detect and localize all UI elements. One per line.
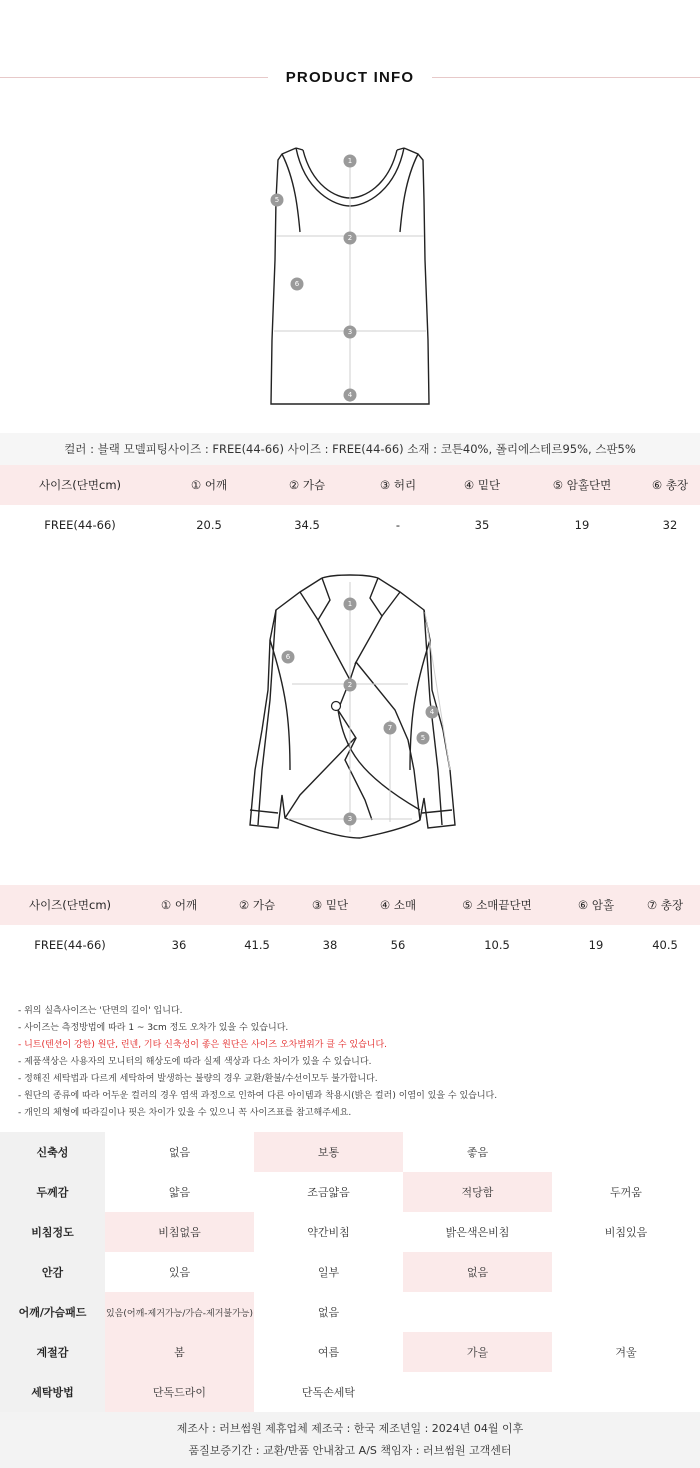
table-header: ⑥ 암홀 [562, 885, 630, 925]
svg-text:7: 7 [387, 724, 393, 732]
detail-option [552, 1292, 700, 1332]
detail-option: 두꺼움 [610, 1186, 642, 1199]
detail-option [403, 1292, 552, 1332]
table-header: ③ 허리 [356, 465, 440, 505]
detail-option [403, 1372, 552, 1412]
table-row [0, 505, 700, 545]
table-header: ⑥ 총장 [640, 465, 700, 505]
detail-option-selected: 보통 [254, 1132, 403, 1172]
size-notes [18, 1003, 688, 1122]
detail-option-selected: 단독드라이 [105, 1372, 254, 1412]
button-detail [332, 702, 341, 711]
table-header: ② 가슴 [218, 885, 296, 925]
detail-label: 어깨/가슴패드 [0, 1292, 105, 1332]
detail-label: 신축성 [0, 1132, 105, 1172]
detail-option: 약간비침 [307, 1226, 350, 1239]
warranty-info: 품질보증기간 : 교환/반품 안내참고 A/S 책임자 : 러브썸원 고객센터 [188, 1444, 512, 1457]
detail-option: 있음 [168, 1266, 191, 1279]
table-cell: 34.5 [294, 518, 320, 532]
table-header: ① 어깨 [140, 885, 218, 925]
note-item-warning: - 니트(텐션이 강한) 원단, 린넨, 기타 신축성이 좋은 원단은 사이즈 오차범위가 클 수 있습니다. [18, 1040, 388, 1050]
table-cell: 38 [322, 938, 338, 952]
detail-option: 비침있음 [604, 1226, 648, 1239]
table-cell: FREE(44-66) [44, 518, 116, 532]
table-header: ④ 밑단 [440, 465, 524, 505]
detail-label: 계절감 [0, 1332, 105, 1372]
table-header-row [0, 885, 700, 925]
measure-markers [271, 155, 357, 402]
detail-option: 없음 [317, 1306, 340, 1319]
detail-option [552, 1252, 700, 1292]
note-item: - 원단의 종류에 따라 어두운 컬러의 경우 염색 과정으로 인하여 다른 아이템과 착용시(밝은 컬러) 이염이 있을 수 있습니다. [18, 1091, 498, 1101]
detail-label: 세탁방법 [0, 1372, 105, 1412]
note-item: - 위의 실측사이즈는 '단면의 길이' 입니다. [18, 1006, 183, 1016]
svg-text:4: 4 [347, 391, 353, 399]
manufacturer-info: 제조사 : 러브썸원 제휴업체 제조국 : 한국 제조년일 : 2024년 04월 이후 [176, 1422, 524, 1435]
table-header: ④ 소매 [364, 885, 432, 925]
detail-row [0, 1212, 700, 1252]
table-header: ② 가슴 [258, 465, 356, 505]
table-header: 사이즈(단면cm) [0, 465, 160, 505]
svg-text:3: 3 [347, 328, 353, 336]
detail-option-selected: 비침없음 [105, 1212, 254, 1252]
svg-text:6: 6 [285, 653, 291, 661]
detail-option: 단독손세탁 [301, 1386, 356, 1399]
top-size-table [0, 465, 700, 545]
table-header: ① 어깨 [160, 465, 258, 505]
detail-option-selected: 있음(어깨-제거가능/가슴-제거불가능) [105, 1292, 254, 1332]
table-cell: 36 [171, 938, 187, 952]
jacket-illustration [0, 570, 700, 870]
table-cell: FREE(44-66) [34, 938, 106, 952]
table-header: ③ 밑단 [296, 885, 364, 925]
top-illustration [0, 140, 700, 410]
detail-label: 안감 [0, 1252, 105, 1292]
detail-row [0, 1372, 700, 1412]
detail-option: 없음 [168, 1146, 191, 1159]
detail-option: 여름 [317, 1346, 340, 1359]
note-item: - 정해진 세탁법과 다르게 세탁하여 발생하는 불량의 경우 교환/환불/수선이모두 불가합니다. [18, 1074, 378, 1084]
svg-text:1: 1 [347, 157, 353, 165]
detail-option-selected: 가을 [403, 1332, 552, 1372]
svg-text:1: 1 [347, 600, 353, 608]
note-item: - 사이즈는 측정방법에 따라 1 ~ 3cm 정도 오차가 있을 수 있습니다. [18, 1023, 289, 1033]
table-cell: 35 [474, 518, 490, 532]
table-row [0, 925, 700, 965]
svg-text:4: 4 [429, 708, 435, 716]
table-cell: 20.5 [196, 518, 222, 532]
detail-option: 좋음 [466, 1146, 489, 1159]
table-cell: 32 [662, 518, 678, 532]
note-item: - 제품색상은 사용자의 모니터의 해상도에 따라 실제 색상과 다소 차이가 있을 수 있습니다. [18, 1057, 372, 1067]
detail-label: 비침정도 [0, 1212, 105, 1252]
table-cell: 19 [588, 938, 604, 952]
detail-row [0, 1252, 700, 1292]
detail-label: 두께감 [0, 1172, 105, 1212]
product-footer [0, 1412, 700, 1468]
svg-text:5: 5 [420, 734, 426, 742]
note-item: - 개인의 체형에 따라길이나 핏은 차이가 있을 수 있으니 꼭 사이즈표를 참고해주세요. [18, 1108, 352, 1118]
table-header: 사이즈(단면cm) [0, 885, 140, 925]
detail-option: 밝은색은비침 [445, 1226, 510, 1239]
page-title: PRODUCT INFO [285, 69, 415, 86]
detail-option-selected: 적당함 [403, 1172, 552, 1212]
table-cell: 19 [574, 518, 590, 532]
detail-row [0, 1132, 700, 1172]
section-title [0, 64, 700, 92]
detail-option: 겨울 [615, 1346, 637, 1359]
svg-text:2: 2 [347, 681, 353, 689]
detail-option-selected: 봄 [105, 1332, 254, 1372]
detail-option: 일부 [317, 1266, 340, 1279]
svg-text:5: 5 [274, 196, 280, 204]
detail-option: 조금얇음 [307, 1186, 350, 1199]
product-info-line: 컬러 : 블랙 모델피팅사이즈 : FREE(44-66) 사이즈 : FREE(44-66) 소재 : 코튼40%, 폴리에스테르95%, 스판5% [0, 433, 700, 465]
detail-row [0, 1332, 700, 1372]
svg-text:3: 3 [347, 815, 353, 823]
table-cell: 41.5 [244, 938, 270, 952]
jacket-size-table [0, 885, 700, 965]
table-header: ⑤ 암홀단면 [524, 465, 640, 505]
detail-row [0, 1172, 700, 1212]
table-header: ⑤ 소매끝단면 [432, 885, 562, 925]
detail-option: 얇음 [168, 1186, 191, 1199]
product-detail-table [0, 1132, 700, 1412]
divider [432, 77, 700, 78]
table-header-row [0, 465, 700, 505]
detail-option [552, 1372, 700, 1412]
svg-text:2: 2 [347, 234, 353, 242]
svg-text:6: 6 [294, 280, 300, 288]
table-header: ⑦ 총장 [630, 885, 700, 925]
detail-row [0, 1292, 700, 1332]
table-cell: 10.5 [484, 938, 510, 952]
detail-option-selected: 없음 [403, 1252, 552, 1292]
detail-option [552, 1132, 700, 1172]
table-cell: - [395, 518, 401, 532]
table-cell: 56 [390, 938, 406, 952]
table-cell: 40.5 [652, 938, 678, 952]
